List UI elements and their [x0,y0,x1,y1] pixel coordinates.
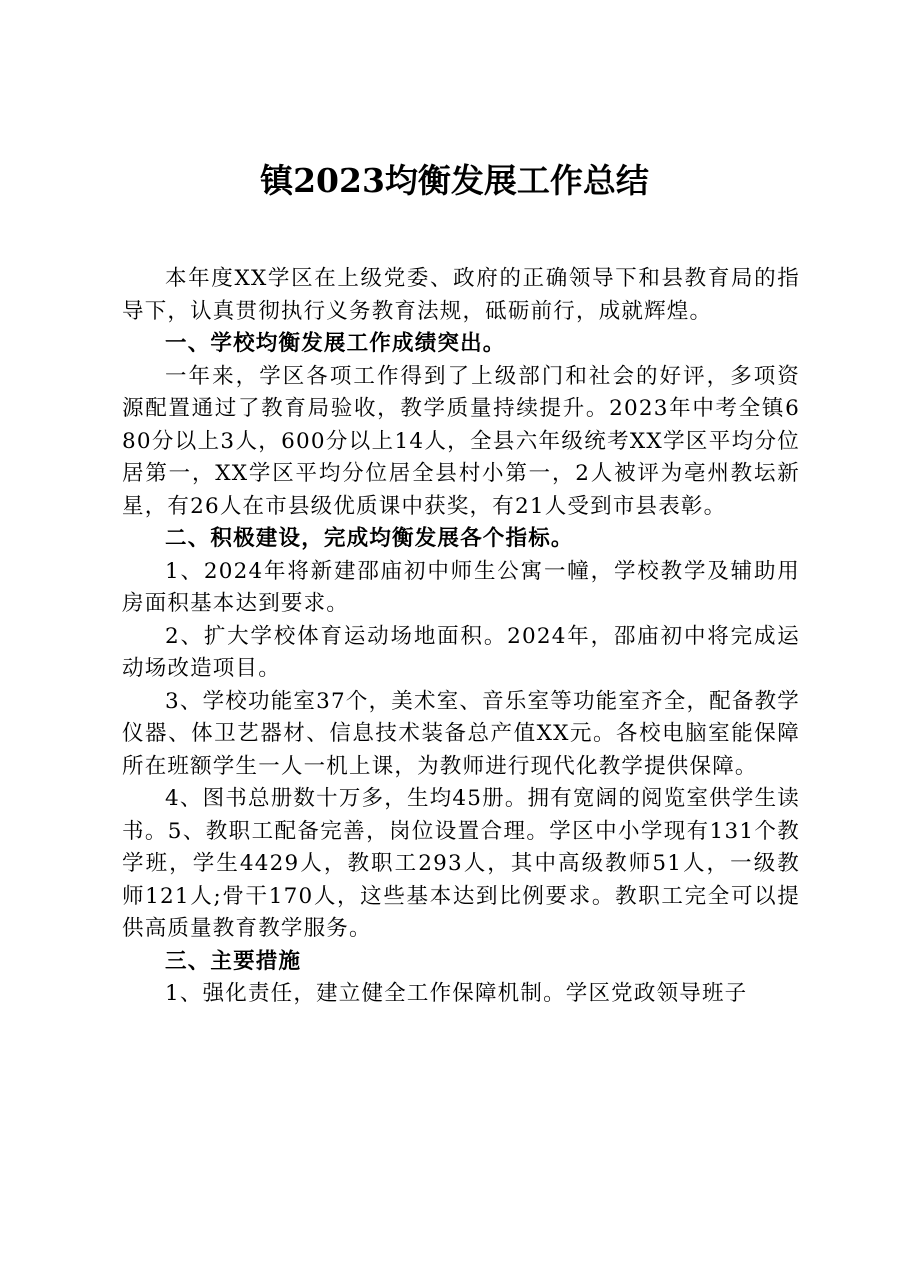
document-body [122,263,800,1011]
section-heading-3: 三、主要措施 [165,948,302,974]
paragraph-item-2: 2、扩大学校体育运动场地面积。2024年，邵庙初中将完成运动场改造项目。 [122,623,800,681]
section-heading-1: 一、学校均衡发展工作成绩突出。 [165,331,506,356]
paragraph-intro: 本年度XX学区在上级党委、政府的正确领导下和县教育局的指导下，认真贯彻执行义务教育法规，砥砺前行，成就辉煌。 [122,266,800,324]
paragraph-achievements: 一年来，学区各项工作得到了上级部门和社会的好评，多项资源配置通过了教育局验收，教学质量持续提升。2023年中考全镇680分以上3人，600分以上14人，全县六年级统考XX学区平均分位居第一，XX学区平均分位居全县村小第一，2人被评为亳州教坛新星，有26人在市县级优质课中获奖，有21人受到市县表彰。 [122,363,800,519]
paragraph-item-3: 3、学校功能室37个，美术室、音乐室等功能室齐全，配备教学仪器、体卫艺器材、信息技术装备总产值XX元。各校电脑室能保障所在班额学生一人一机上课，为教师进行现代化教学提供保障。 [122,688,800,779]
paragraph-item-1: 1、2024年将新建邵庙初中师生公寓一幢，学校教学及辅助用房面积基本达到要求。 [122,558,800,616]
paragraph-item-4: 4、图书总册数十万多，生均45册。拥有宽阔的阅览室供学生读书。5、教职工配备完善，岗位设置合理。学区中小学现有131个教学班，学生4429人，教职工293人，其中高级教师51人，一级教师121人;骨干170人，这些基本达到比例要求。教职工完全可以提供高质量教育教学服务。 [122,786,800,941]
section-heading-2: 二、积极建设，完成均衡发展各个指标。 [165,526,574,551]
paragraph-measure-1: 1、强化责任，建立健全工作保障机制。学区党政领导班子 [165,981,748,1006]
document-title: 镇2023均衡发展工作总结 [260,161,649,200]
